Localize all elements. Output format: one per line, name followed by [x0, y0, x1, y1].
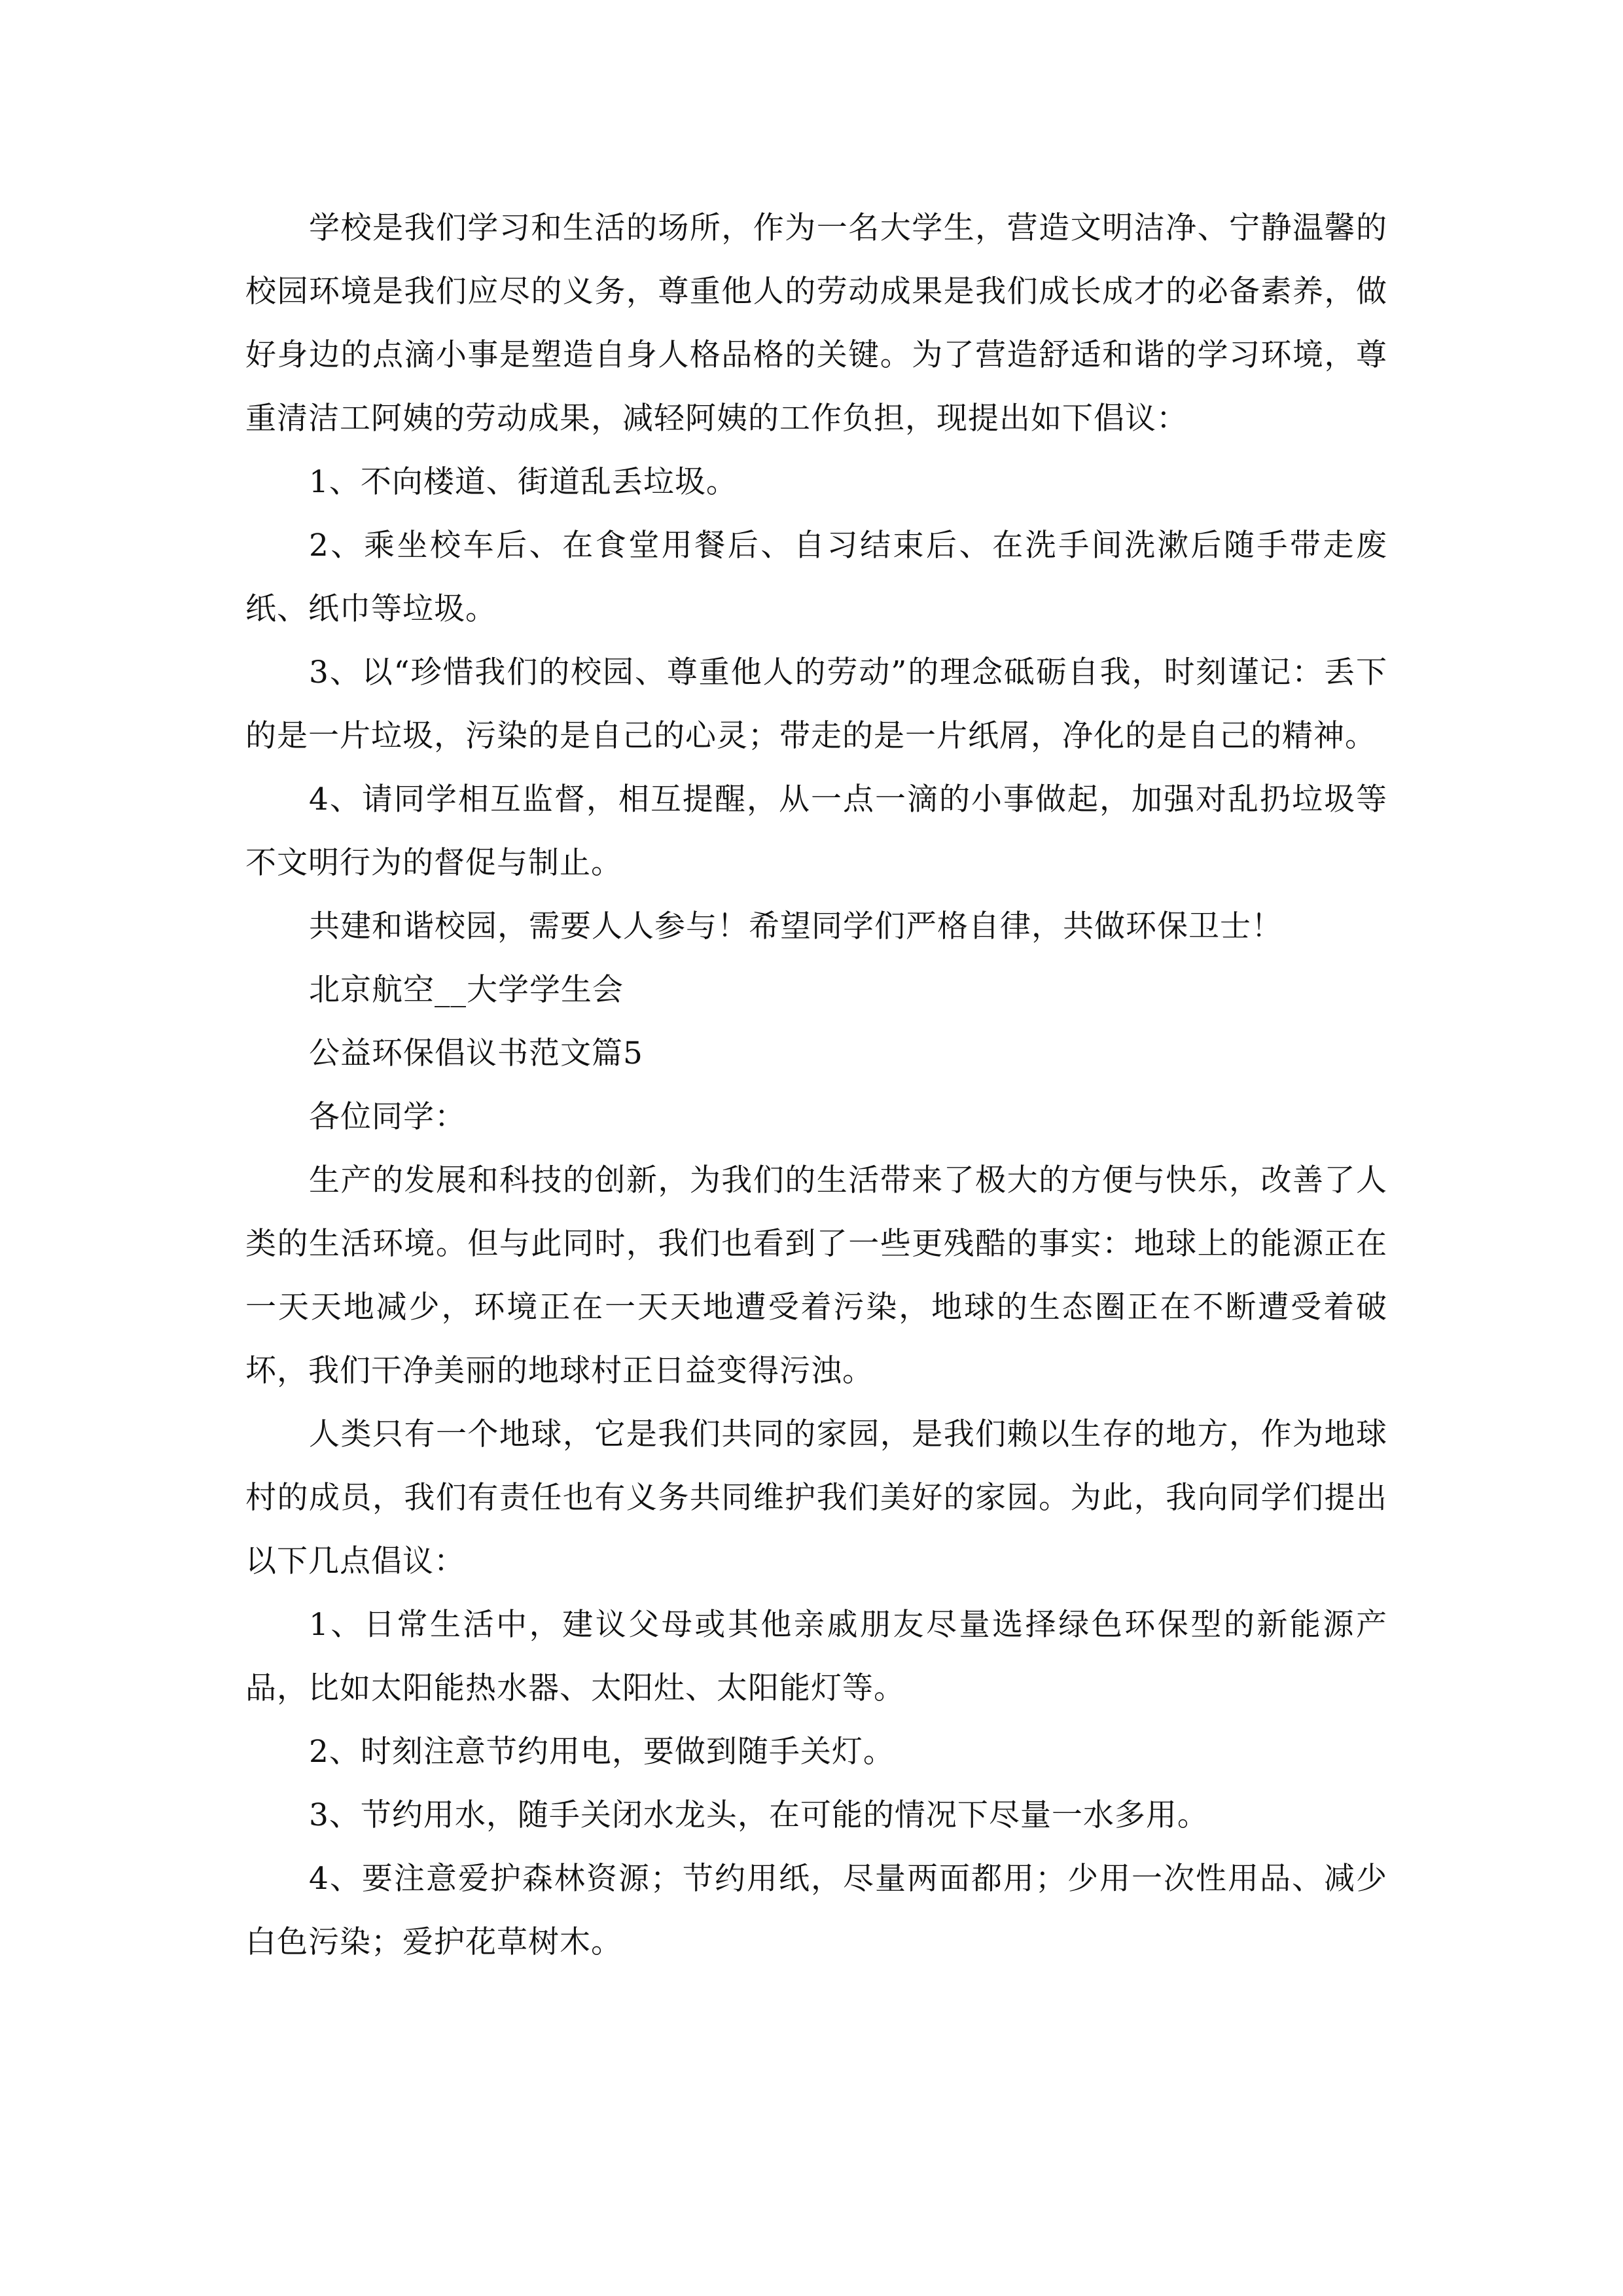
suggestion-item-4: 4、要注意爱护森林资源；节约用纸，尽量两面都用；少用一次性用品、减少白色污染；爱护花草树木。: [245, 1861, 1387, 1960]
signature: 北京航空__大学学生会: [309, 972, 624, 1008]
section-title: 公益环保倡议书范文篇5: [309, 1035, 643, 1071]
suggestion-item-2: 2、时刻注意节约用电，要做到随手关灯。: [309, 1734, 895, 1770]
proposal-item-2: 2、乘坐校车后、在食堂用餐后、自习结束后、在洗手间洗漱后随手带走废纸、纸巾等垃圾。: [245, 528, 1387, 627]
document-body: [245, 196, 1387, 1974]
suggestion-item-1: 1、日常生活中，建议父母或其他亲戚朋友尽量选择绿色环保型的新能源产品，比如太阳能热水器、太阳灶、太阳能灯等。: [245, 1607, 1387, 1706]
paragraph-earth: 人类只有一个地球，它是我们共同的家园，是我们赖以生存的地方，作为地球村的成员，我们有责任也有义务共同维护我们美好的家园。为此，我向同学们提出以下几点倡议：: [245, 1416, 1387, 1579]
salutation: 各位同学：: [309, 1099, 466, 1135]
proposal-item-1: 1、不向楼道、街道乱丢垃圾。: [309, 464, 738, 500]
proposal-item-4: 4、请同学相互监督，相互提醒，从一点一滴的小事做起，加强对乱扔垃圾等不文明行为的督促与制止。: [245, 781, 1387, 881]
closing-call: 共建和谐校园，需要人人参与！希望同学们严格自律，共做环保卫士！: [309, 908, 1283, 944]
suggestion-item-3: 3、节约用水，随手关闭水龙头，在可能的情况下尽量一水多用。: [309, 1797, 1209, 1833]
paragraph-intro: 学校是我们学习和生活的场所，作为一名大学生，营造文明洁净、宁静温馨的校园环境是我们应尽的义务，尊重他人的劳动成果是我们成长成才的必备素养，做好身边的点滴小事是塑造自身人格品格的关键。为了营造舒适和谐的学习环境，尊重清洁工阿姨的劳动成果，减轻阿姨的工作负担，现提出如下倡议：: [245, 210, 1387, 437]
proposal-item-3: 3、以“珍惜我们的校园、尊重他人的劳动”的理念砥砺自我，时刻谨记：丢下的是一片垃圾，污染的是自己的心灵；带走的是一片纸屑，净化的是自己的精神。: [245, 655, 1387, 754]
paragraph-context: 生产的发展和科技的创新，为我们的生活带来了极大的方便与快乐，改善了人类的生活环境。但与此同时，我们也看到了一些更残酷的事实：地球上的能源正在一天天地减少，环境正在一天天地遭受着污染，地球的生态圈正在不断遭受着破坏，我们干净美丽的地球村正日益变得污浊。: [245, 1162, 1387, 1389]
